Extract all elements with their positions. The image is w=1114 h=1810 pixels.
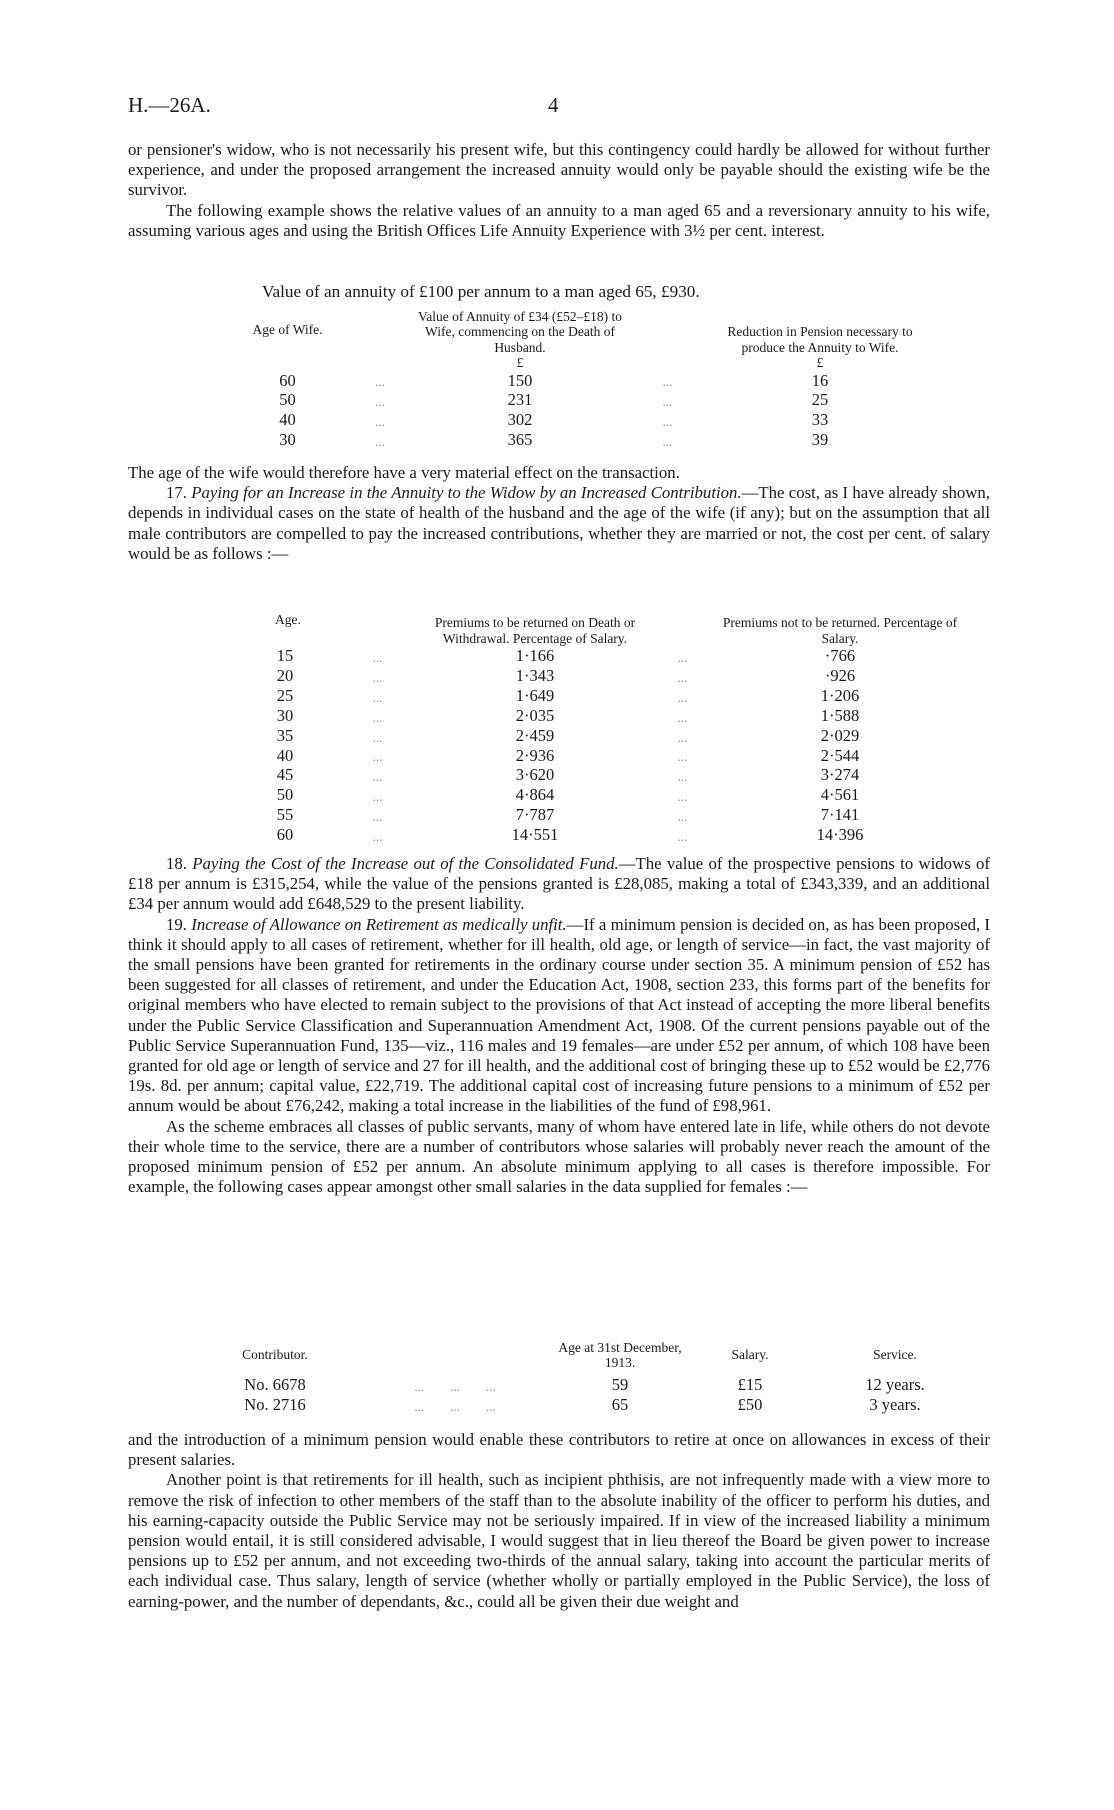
document-reference: H.—26A. xyxy=(128,93,211,117)
col-header-salary: Salary. xyxy=(731,1347,769,1363)
table-row: 55 ... 7·787 ... 7·141 xyxy=(276,805,860,825)
section-17-paragraph: 17. Paying for an Increase in the Annuity to the Widow by an Increased Contribution.—The cost, as I have already shown, depends in individual cases on the state of health of the husband and the age of the wife (if any); but on the assumption that all male contributors are compelled to pay the increased contributions, whether they are married or not, the cost per cent. of salary would be as follows :— xyxy=(128,483,990,563)
section-19-paragraph-2: As the scheme embraces all classes of public servants, many of whom have entered late in life, while others do not devote their whole time to the service, there are a number of contributors whose salaries will probably never reach the amount of the proposed minimum pension of £52 per annum. An absolute minimum applying to all cases is therefore impossible. For example, the following cases appear amongst other small salaries in the data supplied for females :— xyxy=(128,1116,990,1197)
table-row: 15 ... 1·166 ... ·766 xyxy=(276,646,856,665)
col-header-premiums-returned: Premiums to be returned on Death or Withdrawal. Percentage of Salary. xyxy=(434,615,636,646)
section-18-title: Paying the Cost of the Increase out of the Consolidated Fund. xyxy=(192,854,619,873)
table-row: 20 ... 1·343 ... ·926 xyxy=(276,665,856,685)
table-row: 35 ... 2·459 ... 2·029 xyxy=(276,725,860,745)
sections-18-19 xyxy=(128,854,990,1197)
table-row: No. 6678 ... ... ... 59 £15 12 years. xyxy=(244,1375,925,1394)
unit-label: £ xyxy=(816,355,824,370)
col-header-pension-reduction: Reduction in Pension necessary to produce the Annuity to Wife. xyxy=(727,324,913,355)
contribution-rate-table xyxy=(240,594,960,845)
col-header-age-of-wife: Age of Wife. xyxy=(252,322,323,338)
intro-text xyxy=(128,140,990,241)
table-row: No. 2716 ... ... ... 65 £50 3 years. xyxy=(244,1394,921,1414)
col-header-age: Age. xyxy=(275,612,301,628)
col-header-contributor: Contributor. xyxy=(242,1347,308,1363)
closing-paragraph-1: and the introduction of a minimum pension would enable these contributors to retire at once on allowances in excess of their present salaries. xyxy=(128,1430,990,1470)
col-header-service: Service. xyxy=(873,1347,917,1363)
table-row: 45 ... 3·620 ... 3·274 xyxy=(276,765,860,785)
table-row: 30 ... 2·035 ... 1·588 xyxy=(276,705,860,725)
table-row: 40 ... 302 ... 33 xyxy=(279,410,829,430)
col-header-age-at-date: Age at 31st December, 1913. xyxy=(558,1339,682,1370)
closing-paragraph-2: Another point is that retirements for ill health, such as incipient phthisis, are not infrequently made with a view more to remove the risk of infection to other members of the staff than to the absolute inability of the officer to perform his duties, and his earning-capacity outside the Public Service may not be seriously impaired. If in view of the increased liability a minimum pension would entail, it is still considered advisable, I would suggest that in lieu thereof the Board be given power to increase pensions up to £52 per annum, and not exceeding two-thirds of the annual salary, taking into account the particular merits of each individual case. Thus salary, length of service (whether wholly or partially employed in the Public Service), the loss of earning-power, and the number of dependants, &c., could all be given their due weight and xyxy=(128,1470,990,1611)
table-row: 50 ... 231 ... 25 xyxy=(279,390,829,410)
intro-paragraph-2: The following example shows the relative values of an annuity to a man aged 65 and a reversionary annuity to his wife, assuming various ages and using the British Offices Life Annuity Experience with 3½ per cent. interest. xyxy=(128,200,990,240)
section-19-title: Increase of Allowance on Retirement as medically unfit. xyxy=(191,914,567,934)
section-17 xyxy=(128,463,990,564)
section-18-paragraph: 18. Paying the Cost of the Increase out of the Consolidated Fund.—The value of the prospective pensions to widows of £18 per annum is £315,254, while the value of the pensions granted is £28,085, making a total of £343,339, and an additional £34 per annum would add £648,529 to the present liability. xyxy=(128,854,990,914)
annuity-table-caption: Value of an annuity of £100 per annum to a man aged 65, £930. xyxy=(262,282,700,301)
page-number: 4 xyxy=(548,93,559,117)
contributor-cases-table xyxy=(195,1335,975,1415)
table-row: 50 ... 4·864 ... 4·561 xyxy=(276,785,860,805)
unit-label: £ xyxy=(516,355,524,370)
section-17-lead: The age of the wife would therefore have a very material effect on the transaction. xyxy=(128,463,680,482)
table-row: 60 ... 14·551 ... 14·396 xyxy=(276,825,864,845)
closing-text xyxy=(128,1430,990,1612)
table-row: 40 ... 2·936 ... 2·544 xyxy=(276,745,860,765)
col-header-premiums-not-returned: Premiums not to be returned. Percentage of Salary. xyxy=(722,615,958,646)
section-19-paragraph: 19. Increase of Allowance on Retirement as medically unfit.—If a minimum pension is decided on, as has been proposed, I think it should apply to all cases of retirement, whether for ill health, old age, or length of service—in fact, the vast majority of the small pensions have been granted for retirements in the ordinary course under section 35. A minimum pension of £52 has been suggested for all classes of retirement, and under the Education Act, 1908, section 233, this forms part of the benefits for original members who have elected to remain subject to the provisions of that Act instead of accepting the more liberal benefits under the Public Service Classification and Superannuation Amendment Act, 1908. Of the current pensions payable out of the Public Service Superannuation Fund, 135—viz., 116 males and 19 females—are under £52 per annum, of which 108 have been granted for old age or length of service and 27 for ill health, and the additional cost of bringing these up to £52 would be £2,776 19s. 8d. per annum; capital value, £22,719. The additional capital cost of increasing future pensions to a minimum of £52 per annum would be about £76,242, making a total increase in the liabilities of the fund of £98,961. xyxy=(128,914,991,1116)
intro-paragraph-1: or pensioner's widow, who is not necessarily his present wife, but this contingency could hardly be allowed for without further experience, and under the proposed arrangement the increased annuity would only be payable should the existing wife be the survivor. xyxy=(128,140,990,200)
table-row: 30 ... 365 ... 39 xyxy=(279,430,829,450)
section-17-title: Paying for an Increase in the Annuity to the Widow by an Increased Contribution. xyxy=(191,483,742,503)
table-row: 60 ... 150 ... 16 xyxy=(279,370,829,390)
table-row: 25 ... 1·649 ... 1·206 xyxy=(276,685,860,705)
annuity-value-table xyxy=(230,305,930,450)
col-header-annuity-value: Value of Annuity of £34 (£52–£18) to Wife, commencing on the Death of Husband. xyxy=(418,308,622,355)
